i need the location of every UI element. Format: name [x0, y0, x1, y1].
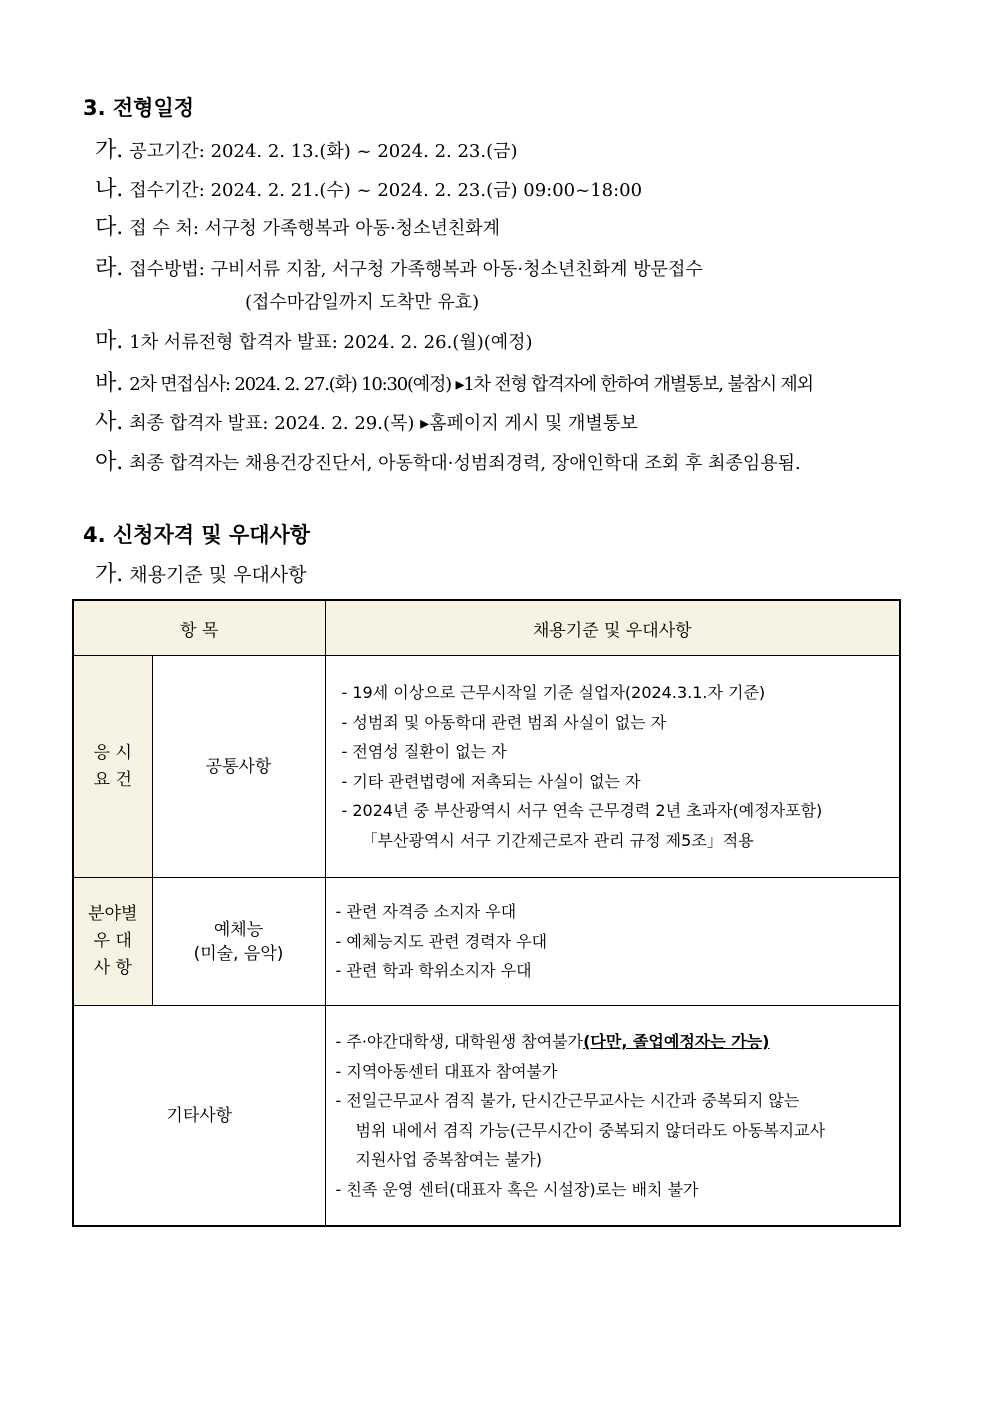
schedule-item: 가. 공고기간: 2024. 2. 13.(화) ~ 2024. 2. 23.(금) [95, 138, 518, 163]
row-label-other: 기타사항 [73, 1006, 325, 1227]
section-3-title: 3. 전형일정 [83, 96, 195, 120]
section-4-title: 4. 신청자격 및 우대사항 [83, 523, 311, 547]
common-requirements: - 19세 이상으로 근무시작일 기준 실업자(2024.3.1.자 기준) - 성범죄 및 아동학대 관련 범죄 사실이 없는 자 - 전염성 질환이 없는 자 - 기타 관련법령에 저촉되는 사실이 없는 자 - 2024년 중 부산광역시 서구 연속 근무경력 2년 초과자(예정자포함) 「부산광역시 서구 기간제근로자 관리 규정 제5조」적용 [325, 656, 900, 878]
schedule-item: 라. 접수방법: 구비서류 지참, 서구청 가족행복과 아동·청소년친화계 방문접수 [95, 256, 703, 281]
row-label-arts: 예체능 (미술, 음악) [152, 878, 325, 1006]
other-conditions: - 주·야간대학생, 대학원생 참여불가(다만, 졸업예정자는 가능) - 지역아동센터 대표자 참여불가 - 전일근무교사 겸직 불가, 단시간근무교사는 시간과 중복되지 않는 범위 내에서 겸직 가능(근무시간이 중복되지 않더라도 아동복지교사 지원사업 중복참여는 불가) - 친족 운영 센터(대표자 혹은 시설장)로는 배치 불가 [325, 1006, 900, 1227]
schedule-item: 다. 접 수 처: 서구청 가족행복과 아동·청소년친화계 [95, 215, 501, 240]
schedule-item-continuation: (접수마감일까지 도착만 유효) [245, 292, 480, 313]
header-criteria-column: 채용기준 및 우대사항 [325, 600, 900, 656]
table-row [73, 656, 900, 878]
section-4-subtitle: 가. 채용기준 및 우대사항 [95, 562, 307, 587]
table-row [73, 878, 900, 1006]
group-label-preference: 분야별 우 대 사 항 [73, 878, 152, 1006]
header-item-column: 항 목 [73, 600, 325, 656]
schedule-item: 마. 1차 서류전형 합격자 발표: 2024. 2. 26.(월)(예정) [95, 329, 533, 354]
criteria-table [72, 599, 901, 1227]
table-header-row [73, 600, 900, 656]
row-label-common: 공통사항 [152, 656, 325, 878]
schedule-item: 바. 2차 면접심사: 2024. 2. 27.(화) 10:30(예정) ▸1차 전형 합격자에 한하여 개별통보, 불참시 제외 [95, 371, 813, 396]
arts-preferences: - 관련 자격증 소지자 우대 - 예체능지도 관련 경력자 우대 - 관련 학과 학위소지자 우대 [325, 878, 900, 1006]
table-row [73, 1006, 900, 1227]
schedule-item: 나. 접수기간: 2024. 2. 21.(수) ~ 2024. 2. 23.(금) 09:00~18:00 [95, 177, 643, 202]
graduate-exception: (다만, 졸업예정자는 가능) [583, 1032, 770, 1051]
schedule-item: 사. 최종 합격자 발표: 2024. 2. 29.(목) ▸홈페이지 게시 및 개별통보 [95, 410, 638, 435]
schedule-item: 아. 최종 합격자는 채용건강진단서, 아동학대·성범죄경력, 장애인학대 조회 후 최종임용됨. [95, 450, 801, 475]
group-label-eligibility: 응 시 요 건 [73, 656, 152, 878]
